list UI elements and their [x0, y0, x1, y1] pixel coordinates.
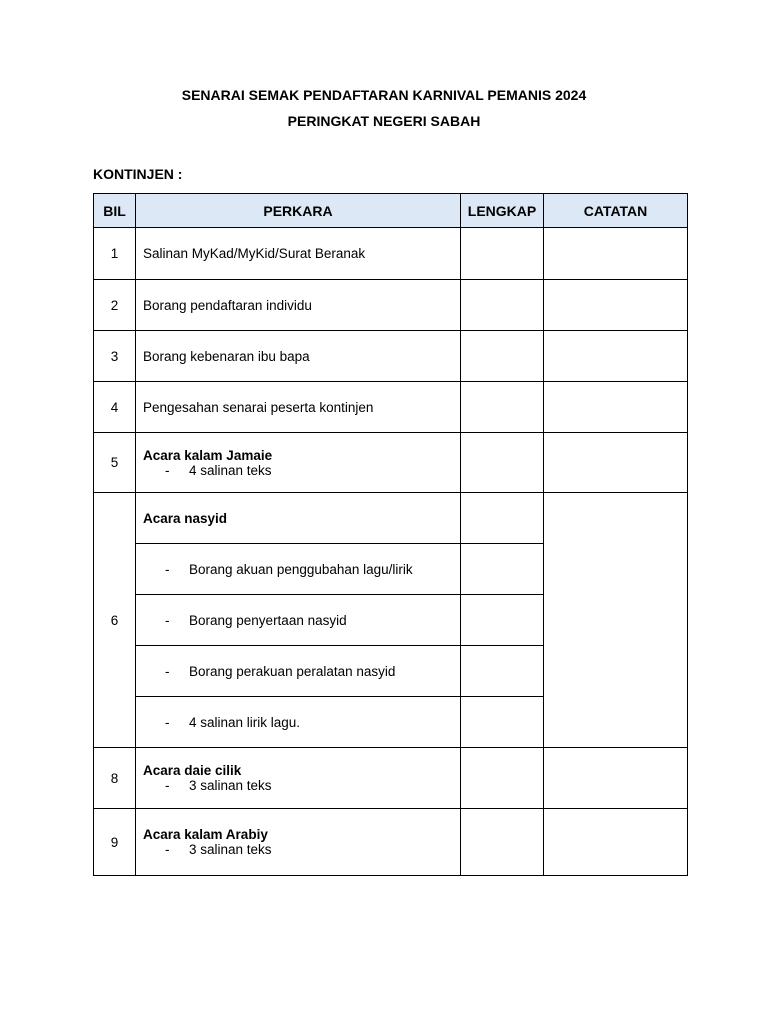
- row-item: Salinan MyKad/MyKid/Surat Beranak: [136, 228, 461, 280]
- lengkap-cell[interactable]: [461, 544, 544, 595]
- table-row: [94, 748, 688, 809]
- row-item: Pengesahan senarai peserta kontinjen: [136, 382, 461, 433]
- table-row: [94, 331, 688, 382]
- catatan-cell[interactable]: [544, 331, 688, 382]
- kontinjen-label: KONTINJEN :: [93, 166, 183, 182]
- row-item-title: Acara kalam Arabiy: [143, 827, 268, 842]
- header-catatan: CATATAN: [544, 194, 688, 228]
- lengkap-cell[interactable]: [461, 646, 544, 697]
- catatan-cell[interactable]: [544, 228, 688, 280]
- catatan-cell[interactable]: [544, 280, 688, 331]
- catatan-cell[interactable]: [544, 809, 688, 876]
- row-item-subtext: - Borang penyertaan nasyid: [136, 595, 461, 646]
- row-item-title: Acara daie cilik: [143, 763, 242, 778]
- catatan-cell[interactable]: [544, 382, 688, 433]
- row-number: 6: [94, 493, 136, 748]
- header-lengkap: LENGKAP: [461, 194, 544, 228]
- lengkap-cell[interactable]: [461, 280, 544, 331]
- row-item: [136, 433, 461, 493]
- row-item: Borang pendaftaran individu: [136, 280, 461, 331]
- checklist-table: [93, 193, 688, 876]
- row-item-title: Acara nasyid: [136, 493, 461, 544]
- lengkap-cell[interactable]: [461, 228, 544, 280]
- row-number: 5: [94, 433, 136, 493]
- row-item-subtext: - 3 salinan teks: [165, 842, 272, 857]
- catatan-cell[interactable]: [544, 433, 688, 493]
- table-row: [94, 280, 688, 331]
- table-row: [94, 382, 688, 433]
- table-row: [94, 493, 688, 544]
- row-item-title: Acara kalam Jamaie: [143, 447, 273, 463]
- lengkap-cell[interactable]: [461, 433, 544, 493]
- header-perkara: PERKARA: [136, 194, 461, 228]
- row-number: 1: [94, 228, 136, 280]
- lengkap-cell[interactable]: [461, 697, 544, 748]
- lengkap-cell[interactable]: [461, 809, 544, 876]
- row-item-subtext: - 3 salinan teks: [165, 778, 272, 793]
- row-item-subtext: - Borang perakuan peralatan nasyid: [136, 646, 461, 697]
- row-item-subtext: - 4 salinan teks: [165, 462, 272, 478]
- row-item: [136, 748, 461, 809]
- row-item: Borang kebenaran ibu bapa: [136, 331, 461, 382]
- catatan-cell[interactable]: [544, 493, 688, 748]
- table-row: [94, 433, 688, 493]
- row-number: 4: [94, 382, 136, 433]
- row-number: 2: [94, 280, 136, 331]
- catatan-cell[interactable]: [544, 748, 688, 809]
- lengkap-cell[interactable]: [461, 748, 544, 809]
- header-row: [94, 194, 688, 228]
- document-subtitle: PERINGKAT NEGERI SABAH: [287, 113, 481, 129]
- row-item: [136, 809, 461, 876]
- row-item-subtext: - Borang akuan penggubahan lagu/lirik: [136, 544, 461, 595]
- row-number: 3: [94, 331, 136, 382]
- header-bil: BIL: [94, 194, 136, 228]
- row-number: 8: [94, 748, 136, 809]
- row-item-subtext: - 4 salinan lirik lagu.: [136, 697, 461, 748]
- lengkap-cell[interactable]: [461, 331, 544, 382]
- lengkap-cell[interactable]: [461, 382, 544, 433]
- document-title: SENARAI SEMAK PENDAFTARAN KARNIVAL PEMANIS 2024: [181, 87, 587, 103]
- table-row: [94, 228, 688, 280]
- lengkap-cell[interactable]: [461, 493, 544, 544]
- lengkap-cell[interactable]: [461, 595, 544, 646]
- row-number: 9: [94, 809, 136, 876]
- table-row: [94, 809, 688, 876]
